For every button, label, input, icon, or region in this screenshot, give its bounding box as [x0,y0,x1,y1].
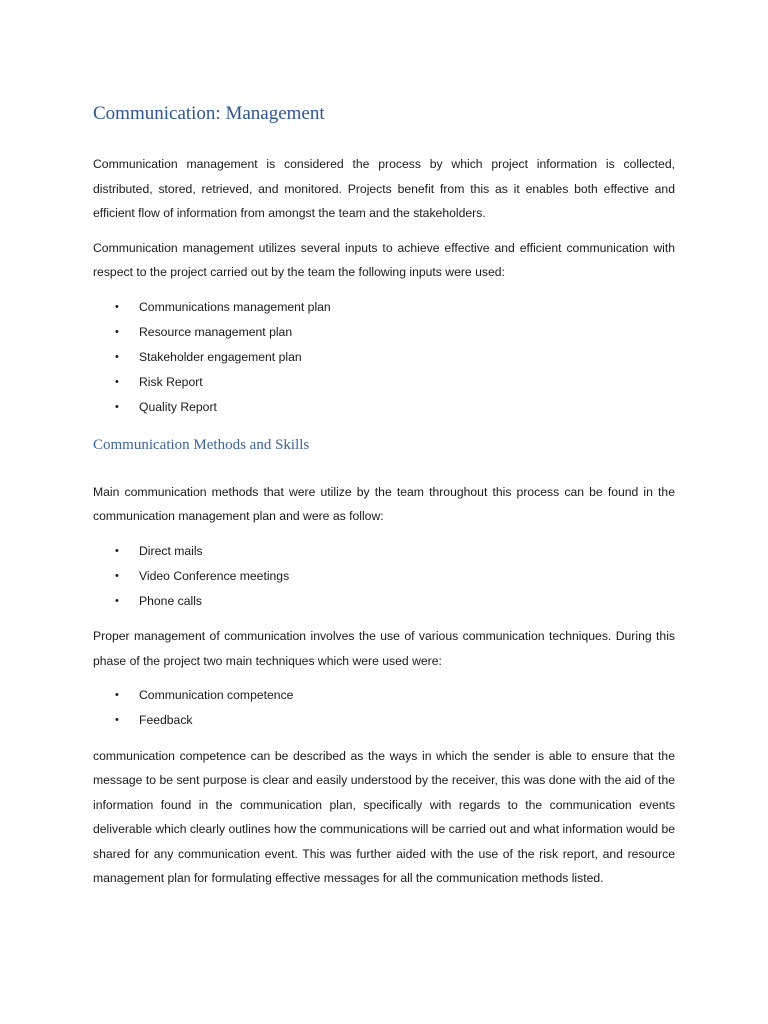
bullet-icon: • [115,376,119,389]
bullet-icon: • [115,401,119,414]
list-item: • Communication competence [93,683,675,708]
list-item: • Resource management plan [93,320,675,345]
list-item: • Feedback [93,708,675,733]
list-item: • Communications management plan [93,295,675,320]
techniques-list [93,683,675,733]
list-item: • Stakeholder engagement plan [93,345,675,370]
closing-paragraph: communication competence can be described as the ways in which the sender is able to ensure that the message to be sent purpose is clear and easily understood by the receiver, this was done with the aid of the information found in the communication plan, specifically with regards to the communication events deliverable which clearly outlines how the communications will be carried out and what information would be shared for any communication event. This was further aided with the use of the risk report, and resource management plan for formulating effective messages for all the communication methods listed. [93,748,675,886]
list-item: • Risk Report [93,370,675,395]
section-heading: Communication Methods and Skills [93,436,310,453]
bullet-icon: • [115,325,119,338]
inputs-list [93,295,675,421]
methods-list [93,539,675,615]
bullet-icon: • [115,689,119,702]
bullet-icon: • [115,714,119,727]
document-title: Communication: Management [93,103,325,124]
intro-paragraph-2: Communication management utilizes several inputs to achieve effective and efficient communication with respect to the project carried out by the team the following inputs were used: [93,240,675,279]
techniques-paragraph: Proper management of communication involves the use of various communication techniques. During this phase of the project two main techniques which were used were: [93,629,675,668]
bullet-icon: • [115,300,119,313]
intro-paragraph-1: Communication management is considered the process by which project information is collected, distributed, stored, retrieved, and monitored. Projects benefit from this as it enables both effective and efficient flow of information from amongst the team and the stakeholders. [93,157,675,220]
list-item: • Phone calls [93,589,675,614]
bullet-icon: • [115,350,119,363]
bullet-icon: • [115,594,119,607]
bullet-icon: • [115,544,119,557]
bullet-icon: • [115,569,119,582]
list-item: • Quality Report [93,395,675,420]
methods-paragraph: Main communication methods that were utilize by the team throughout this process can be found in the communication management plan and were as follow: [93,484,675,524]
list-item: • Video Conference meetings [93,564,675,589]
list-item: • Direct mails [93,539,675,564]
document-page [93,102,675,901]
